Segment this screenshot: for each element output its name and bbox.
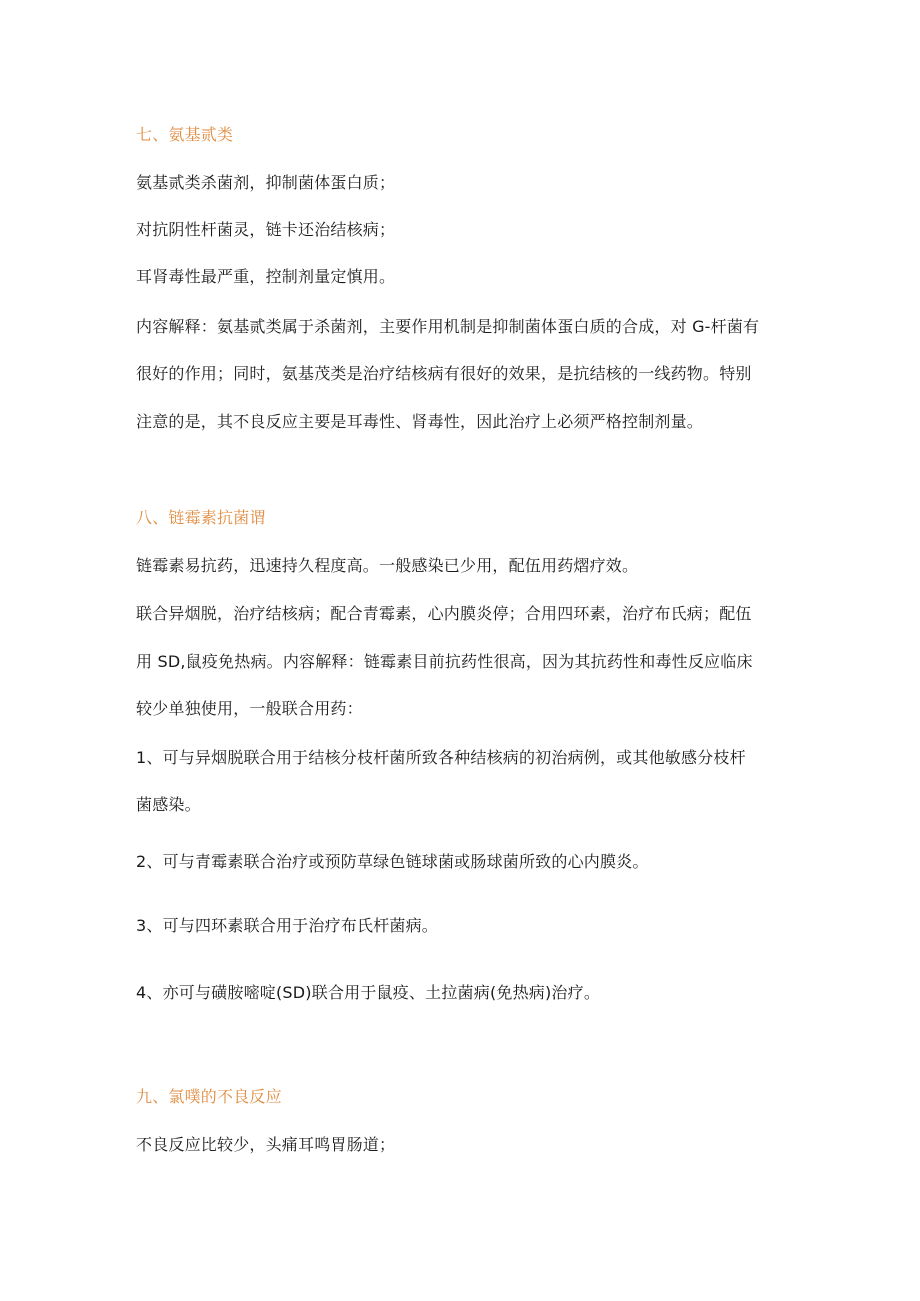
- section-9-heading: 九、氯噗的不良反应: [136, 1087, 282, 1106]
- section-7-line: 对抗阴性杆菌灵，链卡还治结核病；: [136, 220, 396, 239]
- section-7-heading: 七、氨基贰类: [136, 125, 234, 144]
- section-7-line: 内容解释：氨基贰类属于杀菌剂，主要作用机制是抑制菌体蛋白质的合成，对 G-杆菌有: [136, 317, 760, 336]
- section-8-line: 2、可与青霉素联合治疗或预防草绿色链球菌或肠球菌所致的心内膜炎。: [136, 852, 649, 871]
- section-7-line: 氨基贰类杀菌剂，抑制菌体蛋白质；: [136, 173, 396, 192]
- section-8-line: 1、可与异烟脱联合用于结核分枝杆菌所致各种结核病的初治病例，或其他敏感分枝杆: [136, 748, 746, 767]
- section-8-line: 较少单独使用，一般联合用药：: [136, 699, 363, 718]
- section-8-line: 4、亦可与磺胺嘧啶(SD)联合用于鼠疫、土拉菌病(免热病)治疗。: [136, 983, 601, 1002]
- section-8-line: 联合异烟脱，治疗结核病；配合青霉素，心内膜炎停；合用四环素，治疗布氏病；配伍: [136, 604, 752, 623]
- section-8-line: 用 SD,鼠疫免热病。内容解释：链霉素目前抗药性很高，因为其抗药性和毒性反应临床: [136, 652, 753, 671]
- section-8-line: 链霉素易抗药，迅速持久程度高。一般感染已少用，配伍用药熠疗效。: [136, 556, 639, 575]
- section-7-line: 耳肾毒性最严重，控制剂量定慎用。: [136, 267, 396, 286]
- section-7-line: 注意的是，其不良反应主要是耳毒性、肾毒性，因此治疗上必须严格控制剂量。: [136, 412, 704, 431]
- section-9-line: 不良反应比较少，头痛耳鸣胃肠道；: [136, 1135, 396, 1154]
- section-8-line: 菌感染。: [136, 795, 201, 814]
- section-7-line: 很好的作用；同时，氨基茂类是治疗结核病有很好的效果，是抗结核的一线药物。特别: [136, 364, 752, 383]
- section-8-line: 3、可与四环素联合用于治疗布氏杆菌病。: [136, 916, 438, 935]
- section-8-heading: 八、链霉素抗菌谓: [136, 508, 266, 527]
